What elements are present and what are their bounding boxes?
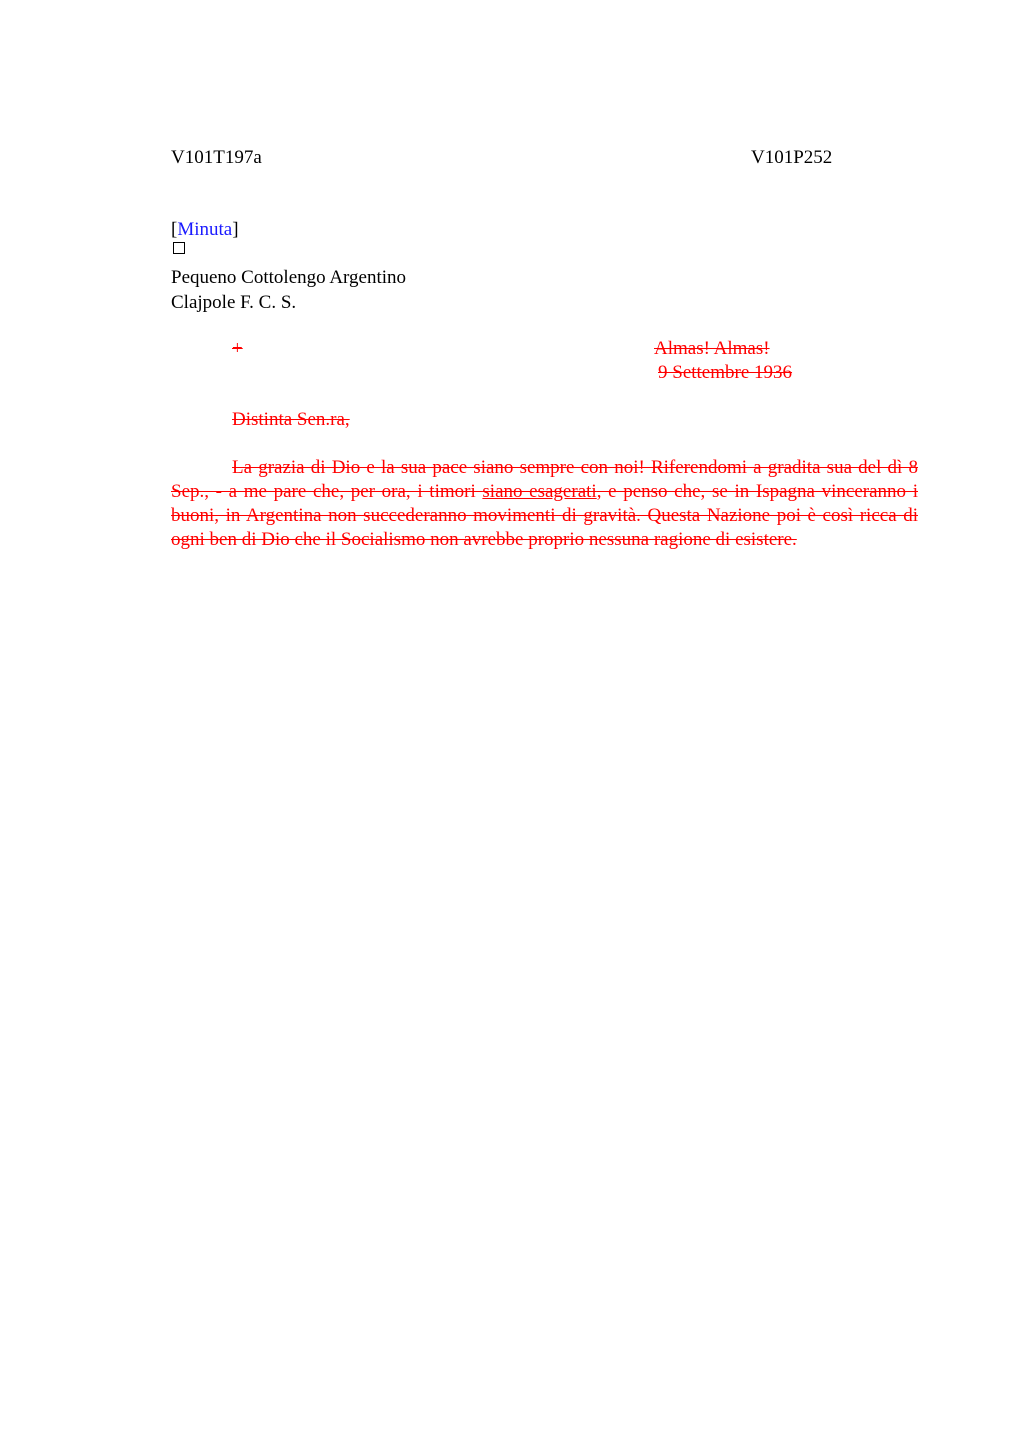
checkbox-icon <box>173 242 185 254</box>
open-bracket: [ <box>171 219 178 240</box>
motto: Almas! Almas! <box>654 338 770 359</box>
letter-date: 9 Settembre 1936 <box>658 362 793 383</box>
body-text-part-2: , e penso che, se in Ispagna vinceranno i buoni, in Argentina non succederanno movimenti di gravità. Questa Nazione poi è così ricca di ogni ben di Dio che il Socialismo non avrebbe proprio nessuna ragione di esistere. <box>171 481 918 550</box>
close-bracket: ] <box>232 219 239 240</box>
body-underlined-text: siano esagerati <box>482 481 597 502</box>
letter-body <box>171 456 918 552</box>
body-text-part-1: La grazia di Dio e la sua pace siano sempre con noi! Riferendomi a gradita sua del dì 8 Sep., - a me pare che, per ora, i timori <box>171 457 918 502</box>
address-line-2: Clajpole F. C. S. <box>171 292 297 313</box>
address-line-1: Pequeno Cottolengo Argentino <box>171 267 407 288</box>
minuta-text: Minuta <box>177 219 233 240</box>
salutation: Distinta Sen.ra, <box>232 409 350 430</box>
document-code-right: V101P252 <box>751 147 833 168</box>
document-code-left: V101T197a <box>171 147 262 168</box>
minuta-label <box>171 218 239 242</box>
cross-symbol: + <box>232 338 243 359</box>
